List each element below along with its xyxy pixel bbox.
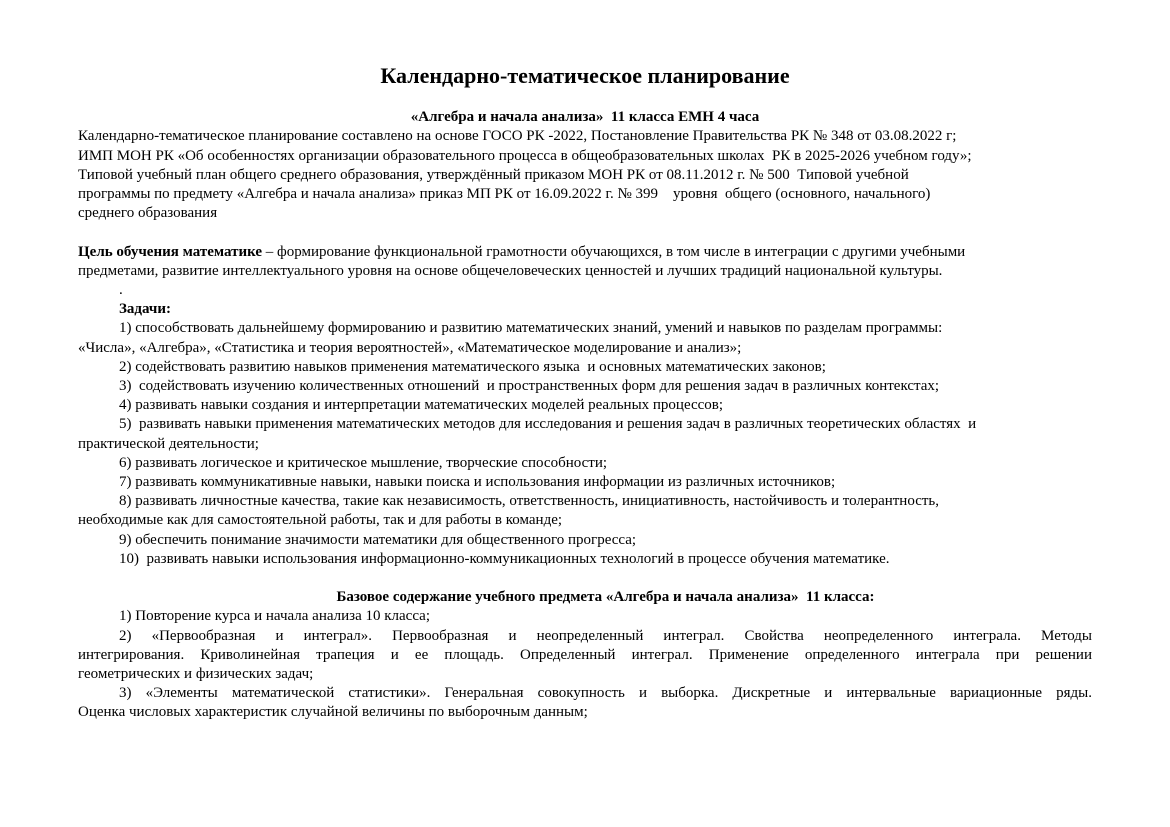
text-line: . — [119, 282, 123, 298]
spacer-line — [78, 223, 1092, 242]
text-line: 4) развивать навыки создания и интерпретации математических моделей реальных процессов; — [119, 397, 724, 414]
text-line: практической деятельности; — [78, 435, 259, 452]
base-content-heading: Базовое содержание учебного предмета «Алгебра и начала анализа» 11 класса: — [336, 589, 875, 606]
tasks-heading: Задачи: — [119, 301, 172, 318]
text-line: Оценка числовых характеристик случайной величины по выборочным данным; — [78, 704, 588, 721]
text-line: 5) развивать навыки применения математических методов для исследования и решения задач в различных теоретических областях и — [119, 416, 977, 433]
document-title: Календарно-тематическое планирование — [380, 63, 790, 88]
text-line: программы по предмету «Алгебра и начала анализа» приказ МП РК от 16.09.2022 г. № 399 уровня общего (основного, начального) — [78, 186, 931, 202]
text-line: 9) обеспечить понимание значимости математики для общественного прогресса; — [119, 531, 637, 548]
text-line: среднего образования — [78, 205, 218, 222]
text-line: 1) способствовать дальнейшему формированию и развитию математических знаний, умений и навыков по разделам программы: — [119, 320, 943, 337]
text-line: 3) содействовать изучению количественных отношений и пространственных форм для решения задач в различных контекстах; — [119, 378, 940, 395]
document-body — [78, 127, 1092, 722]
text-line: 7) развивать коммуникативные навыки, навыки поиска и использования информации из различных источников; — [119, 474, 836, 491]
text-line: 10) развивать навыки использования информационно-коммуникационных технологий в процессе обучения математике. — [119, 550, 890, 567]
text-line: Типовой учебный план общего среднего образования, утверждённый приказом МОН РК от 08.11.2012 г. № 500 Типовой учебной — [78, 166, 909, 183]
text-line: 6) развивать логическое и критическое мышление, творческие способности; — [119, 454, 608, 471]
text-line: 3) «Элементы математической статистики». Генеральная совокупность и выборка. Дискретные и интервальные вариационные ряды. — [119, 685, 1092, 702]
text-line: «Числа», «Алгебра», «Статистика и теория вероятностей», «Математическое моделирование и анализ»; — [78, 339, 742, 356]
bold-text-run: Цель обучения математике — [78, 243, 263, 260]
text-line: геометрических и физических задач; — [78, 666, 314, 683]
text-line: 2) «Первообразная и интеграл». Первообразная и неопределенный интеграл. Свойства неопределенного интеграла. Методы — [119, 627, 1092, 644]
text-line: Календарно-тематическое планирование составлено на основе ГОСО РК -2022, Постановление Правительства РК № 348 от 03.08.2022 г; — [78, 128, 957, 145]
text-line: интегрирования. Криволинейная трапеция и ее площадь. Определенный интеграл. Применение определенного интеграла при решении — [78, 646, 1092, 663]
spacer-line — [78, 89, 1092, 108]
text-line: ИМП МОН РК «Об особенностях организации образовательного процесса в общеобразовательных школах РК в 2025-2026 учебном году»; — [78, 147, 972, 164]
text-line: 2) содействовать развитию навыков применения математического языка и основных математических законов; — [119, 358, 826, 375]
goal-paragraph-line — [78, 243, 1092, 262]
text-line: 1) Повторение курса и начала анализа 10 класса; — [119, 608, 431, 625]
document-subtitle: «Алгебра и начала анализа» 11 класса ЕМН 4 часа — [410, 109, 760, 126]
text-line: предметами, развитие интеллектуального уровня на основе общечеловеческих ценностей и лучших традиций национальной культуры. — [78, 262, 943, 279]
text-line: 8) развивать личностные качества, такие как независимость, ответственность, инициативность, настойчивость и толерантность, — [119, 493, 940, 510]
text-line: необходимые как для самостоятельной работы, так и для работы в команде; — [78, 512, 563, 529]
spacer-line — [78, 569, 1092, 588]
text-run: – формирование функциональной грамотности обучающихся, в том числе в интеграции с другими учебными — [262, 243, 966, 260]
